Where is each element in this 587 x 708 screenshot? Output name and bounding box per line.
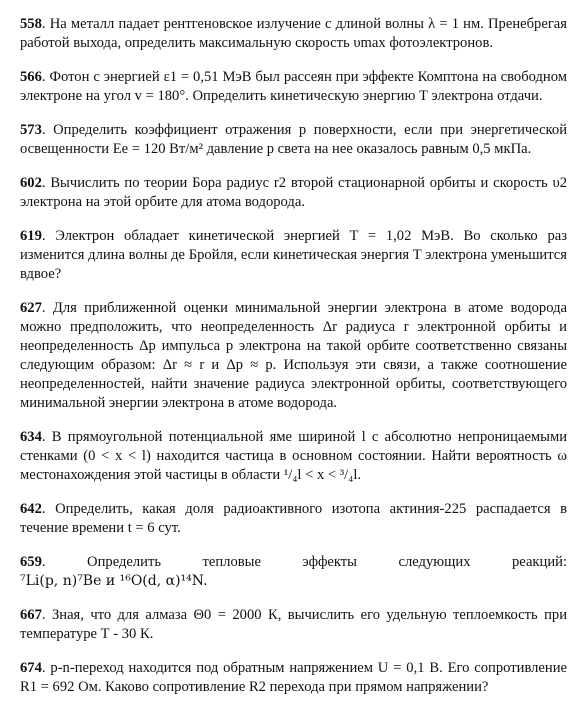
problem-number-dot: . bbox=[41, 122, 54, 138]
problem-667 bbox=[20, 606, 567, 644]
problem-number-dot: . bbox=[41, 429, 52, 445]
problem-number-dot: . bbox=[41, 300, 53, 316]
problem-text: В прямоугольной потенциальной яме шириной l с абсолютно непроницаемыми стенками (0 < x < l) находится частица в основном состоянии. Найти вероятность ω местонахождения этой частицы в области ¹/₄l < x < ³/₄l. bbox=[20, 429, 568, 483]
problem-566 bbox=[20, 68, 567, 106]
problem-number: 566 bbox=[20, 69, 42, 85]
problem-number: 627 bbox=[20, 300, 42, 316]
problem-number-dot: . bbox=[41, 501, 56, 517]
problem-number: 659 bbox=[20, 554, 42, 570]
problem-number-dot: . bbox=[41, 554, 88, 570]
problem-number: 573 bbox=[20, 122, 42, 138]
problem-text: Для приближенной оценки минимальной энергии электрона в атоме водорода можно предположить, что неопределенность Δr радиуса r электронной орбиты и неопределенность Δp импульса р электрона на такой орбите соответственно связаны следующим образом: Δr ≈ r и Δp ≈ p. Используя эти связи, а также соотношение неопределенностей, найти значение радиуса электронной орбиты, соответствующего минимальной энергии электрона в атоме водорода. bbox=[20, 300, 567, 411]
problem-602 bbox=[20, 174, 567, 212]
problem-number: 634 bbox=[20, 429, 42, 445]
problem-619 bbox=[20, 227, 567, 284]
problem-number: 642 bbox=[20, 501, 42, 517]
problem-number-dot: . bbox=[41, 607, 52, 623]
problem-573 bbox=[20, 121, 567, 159]
problem-558 bbox=[20, 15, 567, 53]
problem-text: Вычислить по теории Бора радиус r2 второй стационарной орбиты и скорость υ2 электрона на этой орбите для атома водорода. bbox=[20, 175, 567, 210]
problem-text: p-n-переход находится под обратным напряжением U = 0,1 В. Его сопротивление R1 = 692 Ом. Каково сопротивление R2 перехода при прямом напряжении? bbox=[20, 660, 568, 695]
problem-number-dot: . bbox=[41, 16, 50, 32]
problem-627 bbox=[20, 299, 567, 413]
problem-634 bbox=[20, 428, 567, 485]
nuclear-reactions-formula: ⁷Li(p, n)⁷Be и ¹⁶O(d, α)¹⁴N. bbox=[20, 573, 208, 589]
problem-number: 667 bbox=[20, 607, 42, 623]
problem-number: 602 bbox=[20, 175, 42, 191]
problem-number-dot: . bbox=[41, 660, 51, 676]
problem-text-line-1: Определить тепловые эффекты следующих реакций: bbox=[87, 554, 567, 570]
problem-text: Определить, какая доля радиоактивного изотопа актиния-225 распадается в течение времени t = 6 сут. bbox=[20, 501, 567, 536]
problem-number: 558 bbox=[20, 16, 42, 32]
problem-text: Определить коэффициент отражения р поверхности, если при энергетической освещенности Ee = 120 Вт/м² давление р света на нее оказалось равным 0,5 мкПа. bbox=[20, 122, 568, 157]
problem-text: Фотон с энергией ε1 = 0,51 МэВ был рассеян при эффекте Комптона на свободном электроне на угол v = 180°. Определить кинетическую энергию T электрона отдачи. bbox=[20, 69, 567, 104]
problem-text: На металл падает рентгеновское излучение с длиной волны λ = 1 нм. Пренебрегая работой выхода, определить максимальную скорость υmax фотоэлектронов. bbox=[20, 16, 567, 51]
problem-number-dot: . bbox=[41, 175, 51, 191]
problem-674 bbox=[20, 659, 567, 697]
problem-number: 674 bbox=[20, 660, 42, 676]
problem-number-dot: . bbox=[41, 69, 50, 85]
problem-text: Электрон обладает кинетической энергией T = 1,02 МэВ. Во сколько раз изменится длина волны де Бройля, если кинетическая энергия T электрона уменьшится вдвое? bbox=[20, 228, 567, 282]
problem-number-dot: . bbox=[41, 228, 56, 244]
problem-number: 619 bbox=[20, 228, 42, 244]
problem-text: Зная, что для алмаза Θ0 = 2000 К, вычислить его удельную теплоемкость при температуре Т - 30 К. bbox=[20, 607, 568, 642]
problem-659 bbox=[20, 553, 567, 591]
problem-642 bbox=[20, 500, 567, 538]
